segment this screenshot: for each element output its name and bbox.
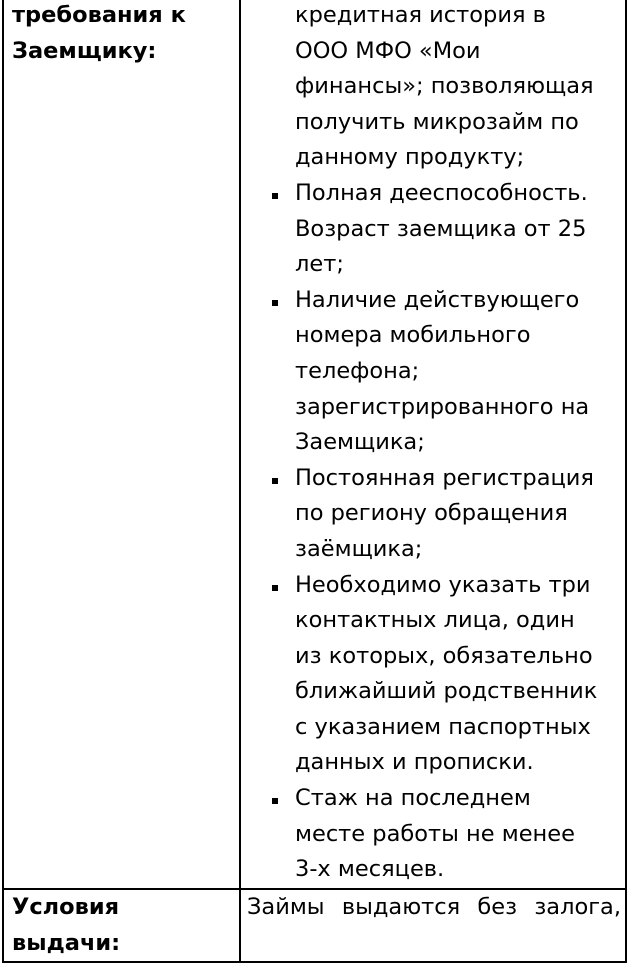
value-cell-borrower-requirements xyxy=(240,0,626,889)
text-line: телефона; xyxy=(295,357,420,384)
text-line: ООО МФО «Мои xyxy=(295,37,481,64)
text-line: из которых, обязательно xyxy=(295,642,593,669)
label-line: Условия выдачи: xyxy=(12,894,121,956)
text-line: получить микрозайм по xyxy=(295,108,579,135)
label-line: требования к xyxy=(12,2,186,28)
text-line: номера мобильного xyxy=(295,322,531,349)
text-line: данному продукту; xyxy=(295,144,525,171)
table-row xyxy=(3,889,626,962)
list-item xyxy=(241,283,621,461)
text-line: контактных лица, один xyxy=(295,607,575,634)
square-bullet-icon xyxy=(272,798,278,804)
text-line: Полная дееспособность. xyxy=(295,179,588,206)
square-bullet-icon xyxy=(272,300,278,306)
text-line: кредитная история в xyxy=(295,2,546,28)
list-item xyxy=(241,781,621,888)
value-cell-issue-conditions xyxy=(240,889,626,962)
text-line: зарегистрированного на xyxy=(295,393,590,420)
label-line: Заемщику: xyxy=(12,37,157,64)
text-line: по региону обращения xyxy=(295,500,568,527)
label-cell-borrower-requirements xyxy=(3,0,240,889)
square-bullet-icon xyxy=(272,478,278,484)
text-line: данных и прописки. xyxy=(295,749,534,776)
list-item xyxy=(241,0,621,176)
text-line: 3-х месяцев. xyxy=(295,856,445,883)
text-line: Возраст заемщика от 25 xyxy=(295,215,587,242)
table-row xyxy=(3,0,626,889)
text-line: ближайший родственник xyxy=(295,678,598,705)
text-line: Наличие действующего xyxy=(295,286,580,313)
text-line: с указанием паспортных xyxy=(295,713,591,740)
document-table xyxy=(2,0,627,963)
requirements-list xyxy=(241,0,621,888)
square-bullet-icon xyxy=(272,585,278,591)
text-line: Займы выдаются без залога, xyxy=(247,894,621,920)
text-line: лет; xyxy=(295,251,344,278)
text-line: Необходимо указать три xyxy=(295,571,591,598)
text-line: финансы»; позволяющая xyxy=(295,73,594,100)
text-line: месте работы не менее xyxy=(295,820,575,847)
text-line: Постоянная регистрация xyxy=(295,464,594,491)
text-line: заёмщика; xyxy=(295,535,423,562)
square-bullet-icon xyxy=(272,193,278,199)
text-line: Стаж на последнем xyxy=(295,785,531,812)
list-item xyxy=(241,176,621,283)
text-line: Заемщика; xyxy=(295,429,425,456)
label-cell-issue-conditions xyxy=(3,889,240,962)
list-item xyxy=(241,568,621,782)
list-item xyxy=(241,461,621,568)
